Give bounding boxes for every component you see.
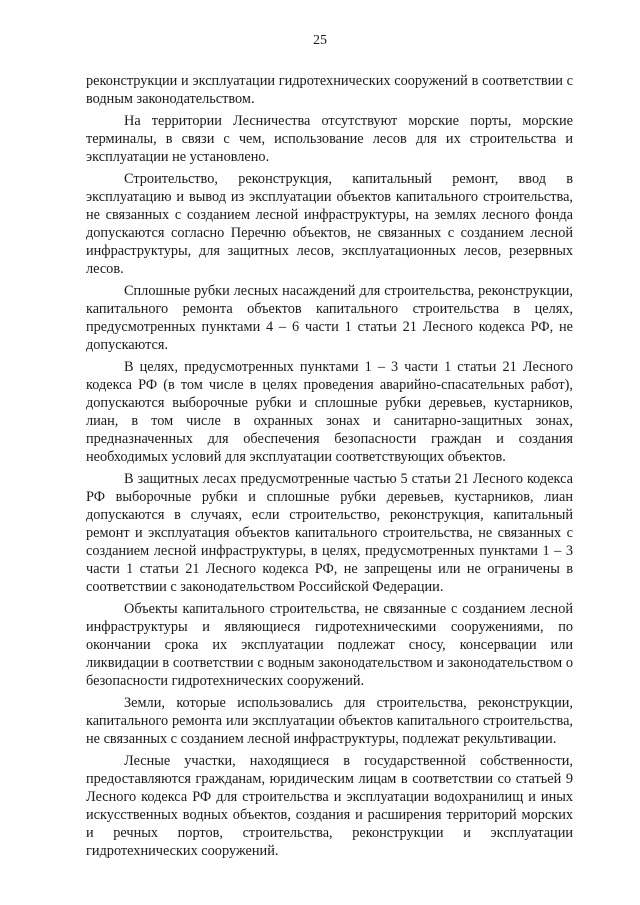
paragraph: В защитных лесах предусмотренные частью 5 статьи 21 Лесного кодекса РФ выборочные рубки и сплошные рубки деревьев, кустарников, лиан допускаются в случаях, если строительство, реконструкция, капитальный ремонт и эксплуатация объектов капитального строительства, не связанных с созданием лесной инфраструктуры, в целях, предусмотренных пунктами 1 – 3 части 1 статьи 21 Лесного кодекса РФ, не запрещены или не ограничены в соответствии с законодательством Российской Федерации.	[86, 471, 573, 595]
paragraph: На территории Лесничества отсутствуют морские порты, морские терминалы, в связи с чем, использование лесов для их строительства и эксплуатации не установлено.	[86, 113, 573, 165]
paragraph: Объекты капитального строительства, не связанные с созданием лесной инфраструктуры и являющиеся гидротехническими сооружениями, по окончании срока их эксплуатации подлежат сносу, консервации или ликвидации в соответствии с водным законодательством и законодательством о безопасности гидротехнических сооружений.	[86, 601, 573, 689]
paragraph: реконструкции и эксплуатации гидротехнических сооружений в соответствии с водным законодательством.	[86, 73, 573, 107]
paragraph: Лесные участки, находящиеся в государственной собственности, предоставляются гражданам, юридическим лицам в соответствии со статьей 9 Лесного кодекса РФ для строительства и эксплуатации водохранилищ и иных искусственных водных объектов, создания и расширения территорий морских и речных портов, строительства, реконструкции и эксплуатации гидротехнических сооружений.	[86, 753, 573, 859]
paragraph: Строительство, реконструкция, капитальный ремонт, ввод в эксплуатацию и вывод из эксплуатации объектов капитального строительства, не связанных с созданием лесной инфраструктуры, на землях лесного фонда допускаются согласно Перечню объектов, не связанных с созданием лесной инфраструктуры, для защитных лесов, эксплуатационных лесов, резервных лесов.	[86, 171, 573, 277]
paragraph: Земли, которые использовались для строительства, реконструкции, капитального ремонта или эксплуатации объектов капитального строительства, не связанных с созданием лесной инфраструктуры, подлежат рекультивации.	[86, 695, 573, 747]
document-body	[86, 72, 573, 864]
paragraph: Сплошные рубки лесных насаждений для строительства, реконструкции, капитального ремонта объектов капитального строительства в целях, предусмотренных пунктами 4 – 6 части 1 статьи 21 Лесного кодекса РФ, не допускаются.	[86, 283, 573, 353]
paragraph: В целях, предусмотренных пунктами 1 – 3 части 1 статьи 21 Лесного кодекса РФ (в том числе в целях проведения аварийно-спасательных работ), допускаются выборочные рубки и сплошные рубки деревьев, кустарников, лиан, в том числе в охранных зонах и санитарно-защитных зонах, предназначенных для обеспечения безопасности граждан и создания необходимых условий для эксплуатации соответствующих объектов.	[86, 359, 573, 465]
page-number: 25	[313, 33, 327, 48]
